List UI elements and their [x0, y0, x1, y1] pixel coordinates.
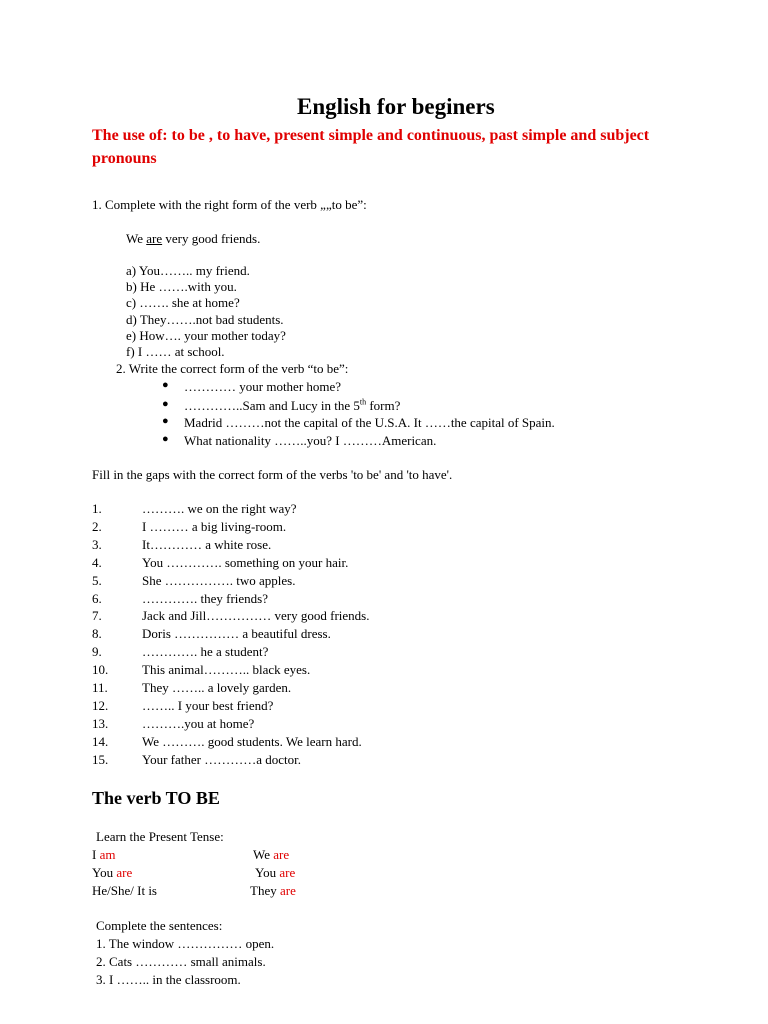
pronoun: We: [253, 847, 274, 862]
verb-form: am: [99, 847, 116, 862]
exercise-3-item: Jack and Jill…………… very good friends.: [142, 608, 370, 623]
exercise-3-item: It………… a white rose.: [142, 537, 272, 552]
exercise-3-number: 10.: [92, 662, 109, 677]
exercise-3-item: …….. I your best friend?: [142, 698, 274, 713]
exercise-3-number: 9.: [92, 644, 102, 659]
exercise-3-number: 14.: [92, 734, 109, 749]
exercise-3-item: We ………. good students. We learn hard.: [142, 734, 362, 749]
exercise-3-item: She ……………. two apples.: [142, 573, 296, 588]
exercise-3-number: 6.: [92, 591, 102, 606]
exercise-2-item-text-end: form?: [366, 398, 401, 413]
verb-section-heading: The verb TO BE: [92, 788, 220, 808]
pronoun: They: [250, 883, 280, 898]
exercise-3-number: 15.: [92, 752, 109, 767]
example-answer: are: [146, 231, 163, 246]
exercise-2-item: ………… your mother home?: [184, 379, 342, 394]
exercise-3-item: They …….. a lovely garden.: [142, 680, 292, 695]
conjugation-right: [255, 865, 295, 881]
verb-form: are: [279, 883, 296, 898]
pronoun: I: [92, 847, 100, 862]
exercise-3-number: 3.: [92, 537, 102, 552]
verb-form: are: [116, 865, 133, 880]
document-subtitle: The use of: to be , to have, present simple and continuous, past simple and subject pronouns: [92, 127, 650, 167]
example-text-post: very good friends.: [162, 231, 261, 246]
document-title: English for beginers: [297, 94, 495, 119]
sentence-item: 2. Cats ………… small animals.: [96, 954, 266, 969]
bullet-icon: ●: [162, 379, 169, 391]
complete-sentences-label: Complete the sentences:: [96, 918, 223, 933]
exercise-3-item: ……….you at home?: [142, 716, 255, 731]
bullet-icon: ●: [162, 415, 169, 427]
pronoun: You: [92, 865, 117, 880]
exercise-3-heading: Fill in the gaps with the correct form of the verbs 'to be' and 'to have'.: [92, 467, 453, 482]
exercise-2-item-text: …………..Sam and Lucy in the 5: [184, 398, 360, 413]
exercise-2-item: Madrid ………not the capital of the U.S.A. It ……the capital of Spain.: [184, 415, 555, 430]
learn-present-label: Learn the Present Tense:: [96, 829, 224, 844]
exercise-1-heading: 1. Complete with the right form of the verb „„to be”:: [92, 197, 367, 212]
exercise-3-number: 4.: [92, 555, 102, 570]
exercise-3-item: Doris …………… a beautiful dress.: [142, 626, 331, 641]
conjugation-left: [92, 883, 157, 899]
exercise-1-item: d) They…….not bad students.: [126, 312, 284, 327]
exercise-3-number: 1.: [92, 501, 102, 516]
exercise-3-item: ………. we on the right way?: [142, 501, 297, 516]
exercise-1-item: b) He …….with you.: [126, 279, 237, 294]
exercise-3-number: 12.: [92, 698, 109, 713]
verb-form: are: [279, 865, 296, 880]
exercise-3-number: 5.: [92, 573, 102, 588]
exercise-3-item: I ……… a big living-room.: [142, 519, 287, 534]
exercise-1-item: a) You…….. my friend.: [126, 263, 250, 278]
bullet-icon: ●: [162, 398, 169, 410]
exercise-3-item: Your father …………a doctor.: [142, 752, 301, 767]
exercise-3-item: …………. he a student?: [142, 644, 269, 659]
exercise-3-number: 11.: [92, 680, 108, 695]
bullet-icon: ●: [162, 433, 169, 445]
pronoun: He/She/ It is: [92, 883, 157, 898]
exercise-1-item: c) ……. she at home?: [126, 295, 240, 310]
conjugation-right: [253, 847, 289, 863]
exercise-1-example: [126, 231, 260, 247]
exercise-3-item: This animal……….. black eyes.: [142, 662, 311, 677]
exercise-2-item: What nationality ……..you? I ………American.: [184, 433, 437, 448]
ordinal-superscript: th: [359, 397, 367, 407]
pronoun: You: [255, 865, 280, 880]
exercise-2-heading: 2. Write the correct form of the verb “to be”:: [116, 361, 349, 376]
conjugation-right: [250, 883, 296, 899]
exercise-1-item: f) I …… at school.: [126, 344, 225, 359]
verb-form: are: [273, 847, 290, 862]
example-text-pre: We: [126, 231, 147, 246]
sentence-item: 1. The window …………… open.: [96, 936, 275, 951]
sentence-item: 3. I …….. in the classroom.: [96, 972, 241, 987]
exercise-3-item: You …………. something on your hair.: [142, 555, 349, 570]
exercise-1-item: e) How…. your mother today?: [126, 328, 286, 343]
exercise-3-number: 7.: [92, 608, 102, 623]
exercise-2-item: [184, 398, 400, 414]
exercise-3-item: …………. they friends?: [142, 591, 269, 606]
conjugation-left: [92, 865, 132, 881]
exercise-3-number: 8.: [92, 626, 102, 641]
conjugation-left: [92, 847, 115, 863]
exercise-3-number: 2.: [92, 519, 102, 534]
exercise-3-number: 13.: [92, 716, 109, 731]
